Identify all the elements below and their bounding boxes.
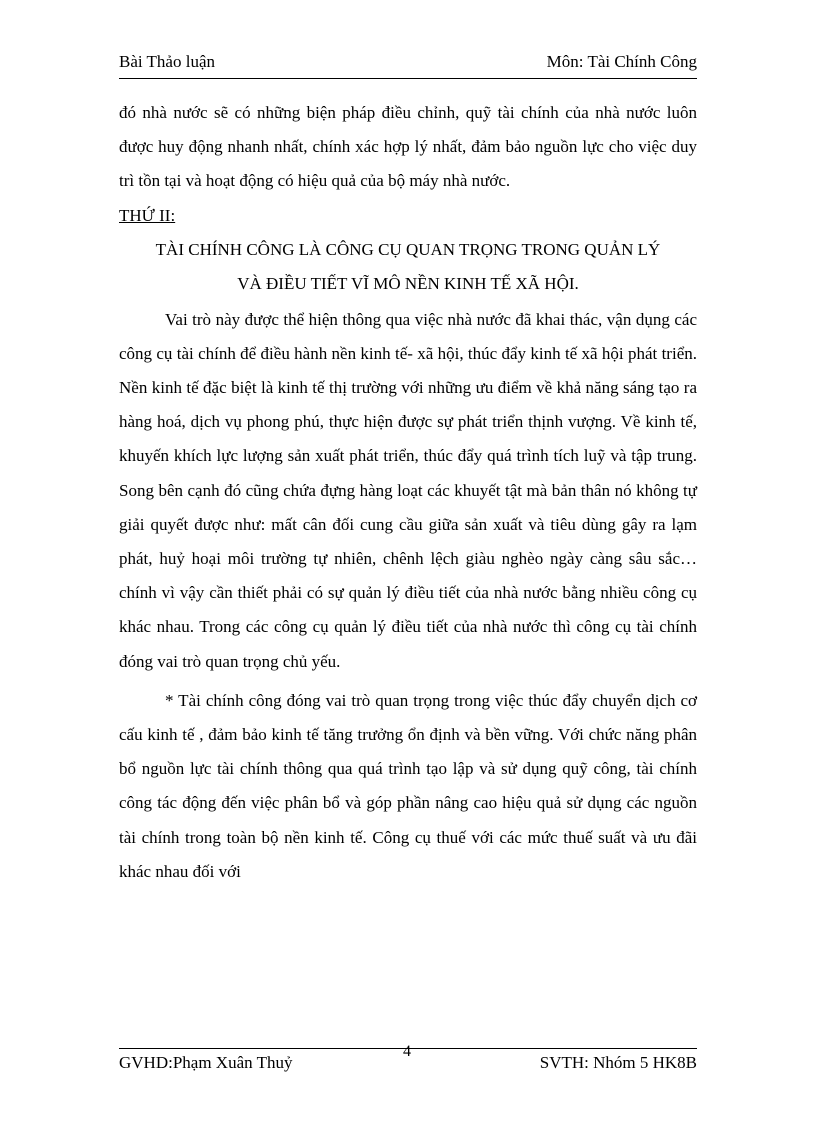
page-footer [119,1043,697,1079]
section-label-colon: : [170,205,176,225]
page-body [119,96,697,889]
page-number: 4 [403,1043,411,1060]
header-subject: Môn: Tài Chính Công [546,52,697,71]
section-label-text: THỨ II [119,205,171,225]
paragraph-bullet-economic-structure: * Tài chính công đóng vai trò quan trọng trong việc thúc đẩy chuyển dịch cơ cấu kinh tế , đảm bảo kinh tế tăng trưởng ổn định và bền vững. Với chức năng phân bổ nguồn lực tài chính thông qua quá trình tạo lập và sử dụng quỹ công, tài chính công tác động đến việc phân bổ và góp phần nâng cao hiệu quả sử dụng các nguồn tài chính trong toàn bộ nền kinh tế. Công cụ thuế với các mức thuế suất và ưu đãi khác nhau đối với [119,690,697,881]
paragraph-continuation: đó nhà nước sẽ có những biện pháp điều chỉnh, quỹ tài chính của nhà nước luôn được huy động nhanh nhất, chính xác hợp lý nhất, đảm bảo nguồn lực cho việc duy trì tồn tại và hoạt động có hiệu quả của bộ máy nhà nước. [119,103,697,191]
footer-student-group: SVTH: Nhóm 5 HK8B [539,1053,697,1072]
section-title-line-1: TÀI CHÍNH CÔNG LÀ CÔNG CỤ QUAN TRỌNG TRONG QUẢN LÝ [155,239,661,259]
section-label [119,199,697,233]
section-title-line-2: VÀ ĐIỀU TIẾT VĨ MÔ NỀN KINH TẾ XÃ HỘI. [237,273,579,293]
footer-instructor: GVHD:Phạm Xuân Thuỷ [119,1053,293,1072]
header-document-type: Bài Thảo luận [119,52,215,71]
paragraph-role-description: Vai trò này được thể hiện thông qua việc nhà nước đã khai thác, vận dụng các công cụ tài chính để điều hành nền kinh tế- xã hội, thúc đẩy kinh tế xã hội phát triển. Nền kinh tế đặc biệt là kinh tế thị trường với những ưu điểm về khả năng sáng tạo ra hàng hoá, dịch vụ phong phú, thực hiện được sự phát triển thịnh vượng. Về kinh tế, khuyến khích lực lượng sản xuất phát triển, thúc đẩy quá trình tích luỹ và tập trung. Song bên cạnh đó cũng chứa đựng hàng loạt các khuyết tật mà bản thân nó không tự giải quyết được như: mất cân đối cung cầu giữa sản xuất và tiêu dùng gây ra lạm phát, huỷ hoại môi trường tự nhiên, chênh lệch giàu nghèo ngày càng sâu sắc…chính vì vậy cần thiết phải có sự quản lý điều tiết của nhà nước bằng nhiều công cụ khác nhau. Trong các công cụ quản lý điều tiết của nhà nước thì công cụ tài chính đóng vai trò quan trọng chủ yếu. [119,309,697,671]
page-header [119,50,697,79]
